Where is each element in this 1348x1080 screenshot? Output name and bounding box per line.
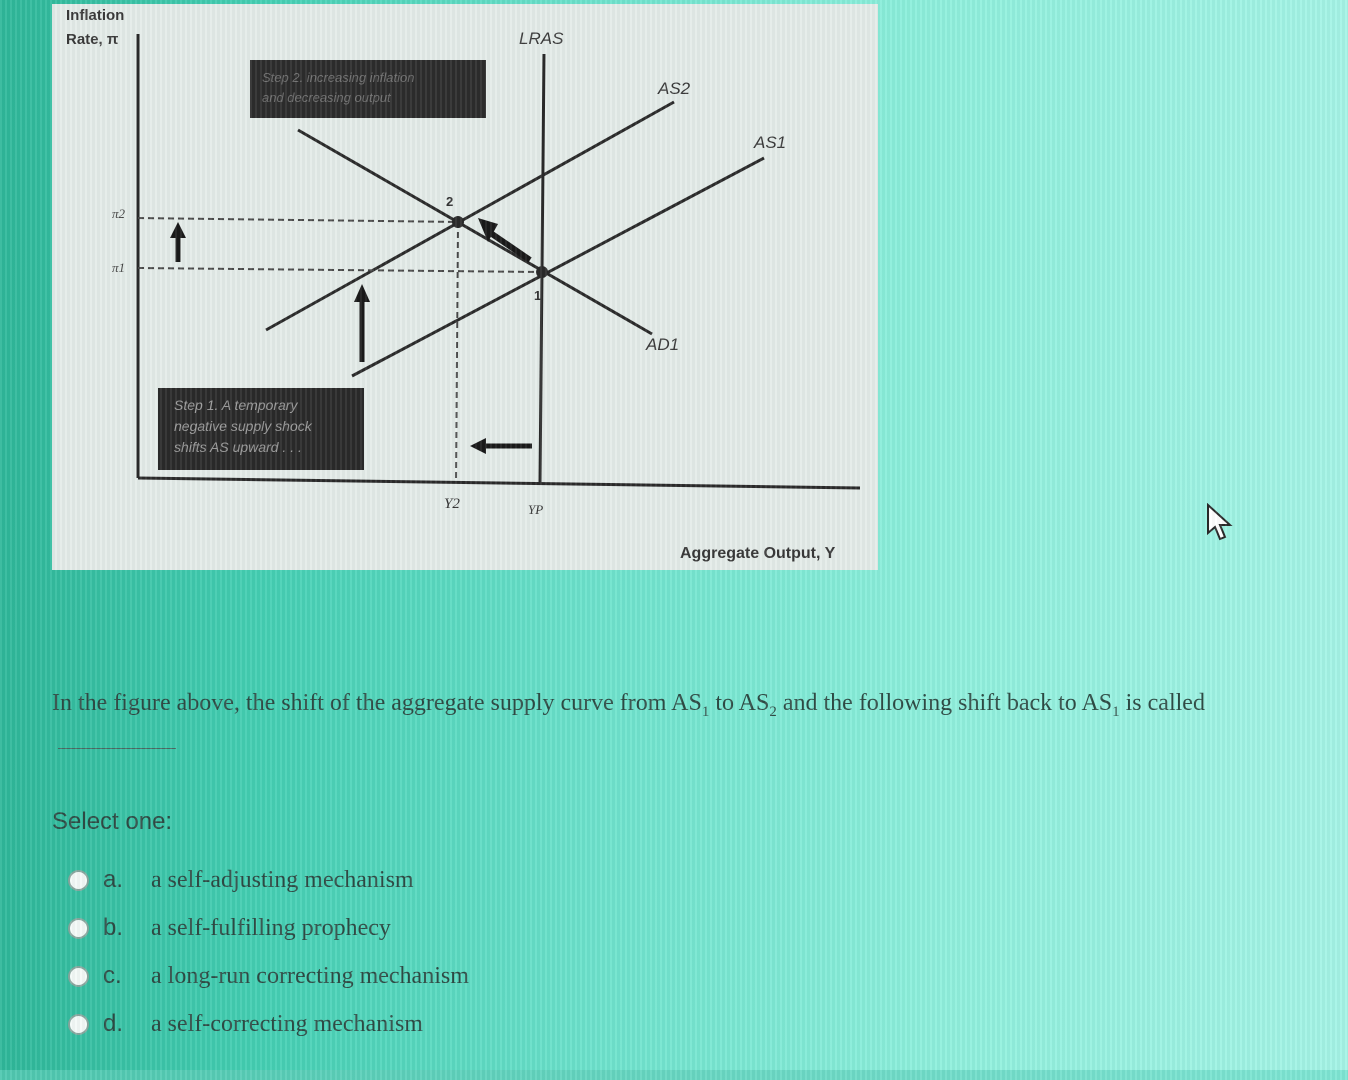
y2-guide-line — [456, 222, 458, 482]
step-2-caption-box — [250, 60, 486, 118]
pi1-guide-line — [138, 268, 542, 272]
as1-line — [352, 158, 764, 376]
step-1-line-2: negative supply shock — [174, 418, 312, 434]
question-part-1: In the figure above, the shift of the aggregate supply curve from AS — [52, 690, 702, 716]
option-b-letter: b. — [103, 914, 124, 941]
question-text — [52, 688, 1322, 757]
x-axis — [138, 478, 860, 488]
lras-label: LRAS — [519, 29, 564, 48]
option-b-text[interactable]: a self-fulfilling prophecy — [151, 914, 391, 941]
question-sub-3: 1 — [1112, 703, 1120, 720]
radio-a[interactable] — [68, 870, 89, 891]
y2-label: Y2 — [444, 496, 460, 512]
answer-blank — [58, 748, 176, 749]
question-sub-1: 1 — [701, 703, 710, 720]
radio-c[interactable] — [68, 966, 89, 987]
as2-line — [266, 102, 674, 330]
option-c-letter: c. — [103, 962, 122, 989]
option-d-text[interactable]: a self-correcting mechanism — [151, 1010, 423, 1037]
option-d[interactable] — [68, 1008, 423, 1040]
question-part-2: to AS — [709, 690, 770, 716]
step-2-line-1: Step 2. increasing inflation — [262, 70, 415, 85]
step-2-line-2: and decreasing output — [262, 90, 391, 105]
step-1-line-1: Step 1. A temporary — [174, 397, 298, 413]
ad1-label: AD1 — [646, 335, 680, 354]
radio-b[interactable] — [68, 918, 89, 939]
select-one-label: Select one: — [52, 808, 173, 835]
step-1-line-3: shifts AS upward . . . — [174, 439, 302, 455]
pi2-guide-line — [138, 218, 460, 222]
ad1-line — [298, 130, 652, 334]
mouse-cursor-icon — [1206, 503, 1236, 543]
equilibrium-point-2 — [452, 216, 464, 228]
aggregate-supply-figure — [52, 4, 878, 570]
option-c[interactable] — [68, 960, 469, 992]
y-axis-label-line2: Rate, π — [66, 31, 119, 48]
pi2-label: π2 — [112, 206, 126, 221]
option-c-text[interactable]: a long-run correcting mechanism — [151, 962, 469, 989]
option-a-text[interactable]: a self-adjusting mechanism — [151, 866, 414, 893]
option-a[interactable] — [68, 864, 414, 896]
x-axis-label: Aggregate Output, Y — [680, 545, 836, 562]
radio-d[interactable] — [68, 1014, 89, 1035]
question-part-3: and the following shift back to AS — [776, 690, 1113, 716]
yp-label: YP — [528, 502, 544, 517]
pi1-label: π1 — [112, 260, 126, 275]
up-arrow-icon — [354, 284, 370, 362]
bottom-strip — [0, 1070, 1348, 1080]
y-axis-label-line1: Inflation — [66, 7, 125, 24]
point-2-label: 2 — [446, 194, 454, 209]
as-ad-diagram — [52, 4, 878, 570]
option-d-letter: d. — [103, 1010, 124, 1037]
option-a-letter: a. — [103, 866, 124, 893]
question-sub-2: 2 — [769, 703, 777, 720]
as1-label: AS1 — [754, 133, 787, 152]
option-b[interactable] — [68, 912, 391, 944]
point-1-label: 1 — [534, 288, 542, 303]
left-arrow-icon — [470, 438, 532, 454]
question-part-4: is called — [1119, 690, 1205, 716]
as2-label: AS2 — [658, 79, 691, 98]
up-arrow-icon — [170, 222, 186, 262]
equilibrium-point-1 — [536, 266, 548, 278]
step-1-caption-box — [158, 388, 364, 470]
